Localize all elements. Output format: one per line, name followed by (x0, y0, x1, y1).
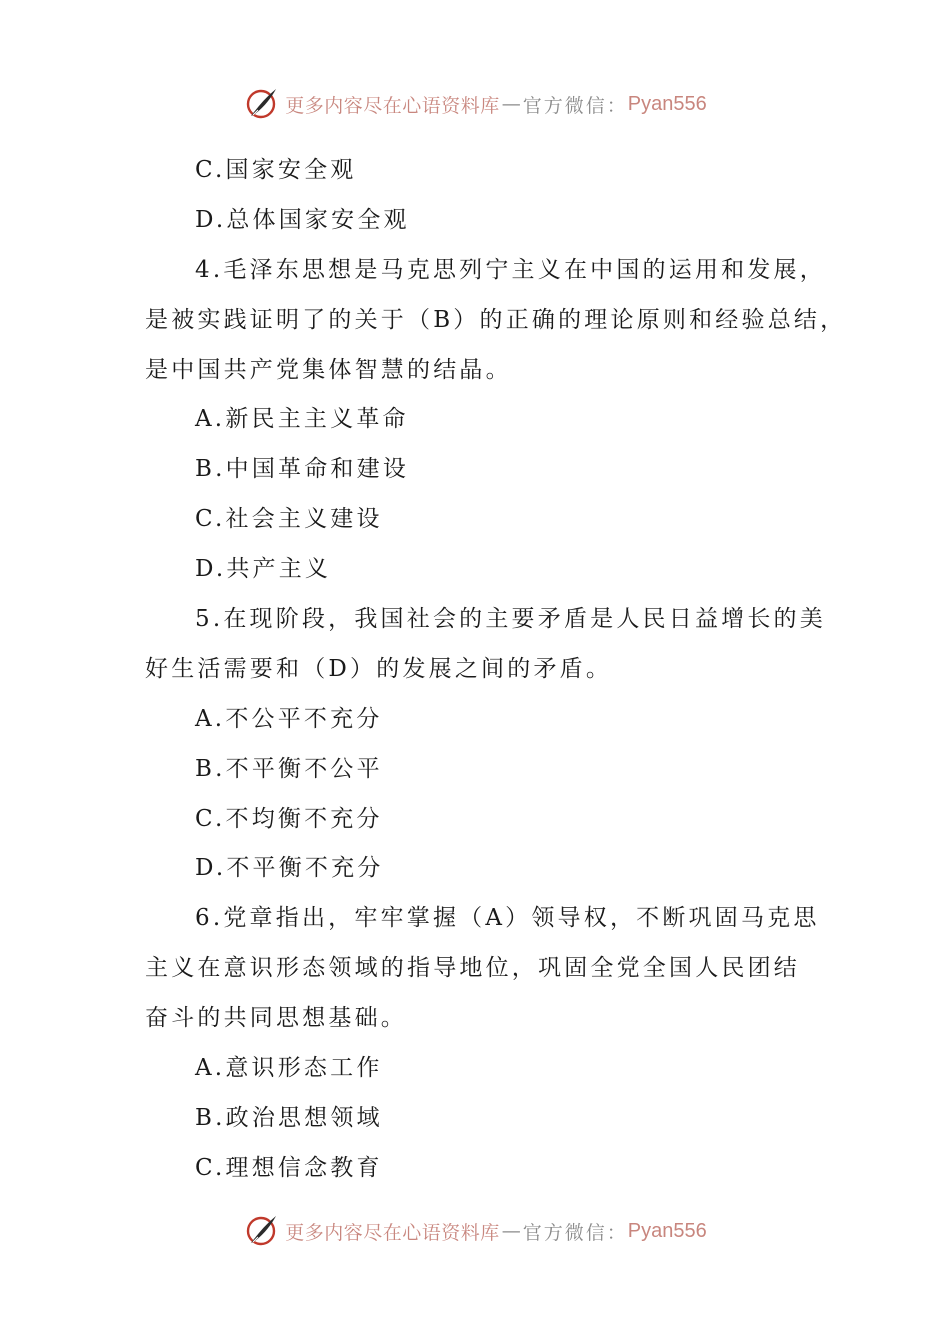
text-line: B.中国革命和建设 (195, 456, 410, 483)
text-line: A.新民主主义革命 (195, 406, 409, 433)
text-line: C.社会主义建设 (195, 506, 383, 533)
text-line: D.共产主义 (195, 556, 332, 583)
text-line: C.国家安全观 (195, 157, 357, 183)
text-line: 6.党章指出，牢牢掌握（A）领导权，不断巩固马克思 (195, 905, 820, 932)
text-line: 主义在意识形态领域的指导地位，巩固全党全国人民团结 (145, 955, 800, 982)
header-banner (0, 84, 950, 124)
banner-slogan: 更多内容尽在心语资料库 (285, 94, 500, 117)
text-line: 5.在现阶段，我国社会的主要矛盾是人民日益增长的美 (195, 606, 826, 633)
text-line: D.不平衡不充分 (195, 855, 384, 882)
text-line: B.政治思想领域 (195, 1104, 383, 1131)
text-line: A.不公平不充分 (195, 705, 383, 732)
text-line: C.理想信念教育 (195, 1154, 383, 1181)
text-line: C.不均衡不充分 (195, 805, 383, 832)
banner-wechat-label: 官方微信： (522, 94, 628, 117)
quill-logo-icon (243, 86, 279, 122)
banner-dash: — (501, 1220, 521, 1242)
banner-inner (243, 86, 707, 122)
footer-banner (0, 1211, 950, 1251)
quill-logo-icon (243, 1213, 279, 1249)
text-line: 好生活需要和（D）的发展之间的矛盾。 (145, 655, 613, 682)
text-line: 奋斗的共同思想基础。 (145, 1005, 407, 1032)
text-line: B.不平衡不公平 (195, 755, 383, 782)
banner-inner (243, 1213, 707, 1249)
banner-wechat-label: 官方微信： (522, 1221, 628, 1244)
text-line: 是被实践证明了的关于（B）的正确的理论原则和经验总结， (145, 306, 847, 333)
text-line: 4.毛泽东思想是马克思列宁主义在中国的运用和发展， (195, 256, 826, 283)
banner-wechat-id: Pyan556 (627, 1219, 707, 1242)
text-line: 是中国共产党集体智慧的结晶。 (145, 356, 512, 383)
text-line: A.意识形态工作 (195, 1055, 383, 1082)
banner-wechat-id: Pyan556 (627, 92, 707, 115)
banner-dash: — (501, 93, 521, 115)
banner-slogan: 更多内容尽在心语资料库 (285, 1221, 500, 1244)
document-body (145, 146, 847, 1194)
text-line: D.总体国家安全观 (195, 206, 410, 233)
